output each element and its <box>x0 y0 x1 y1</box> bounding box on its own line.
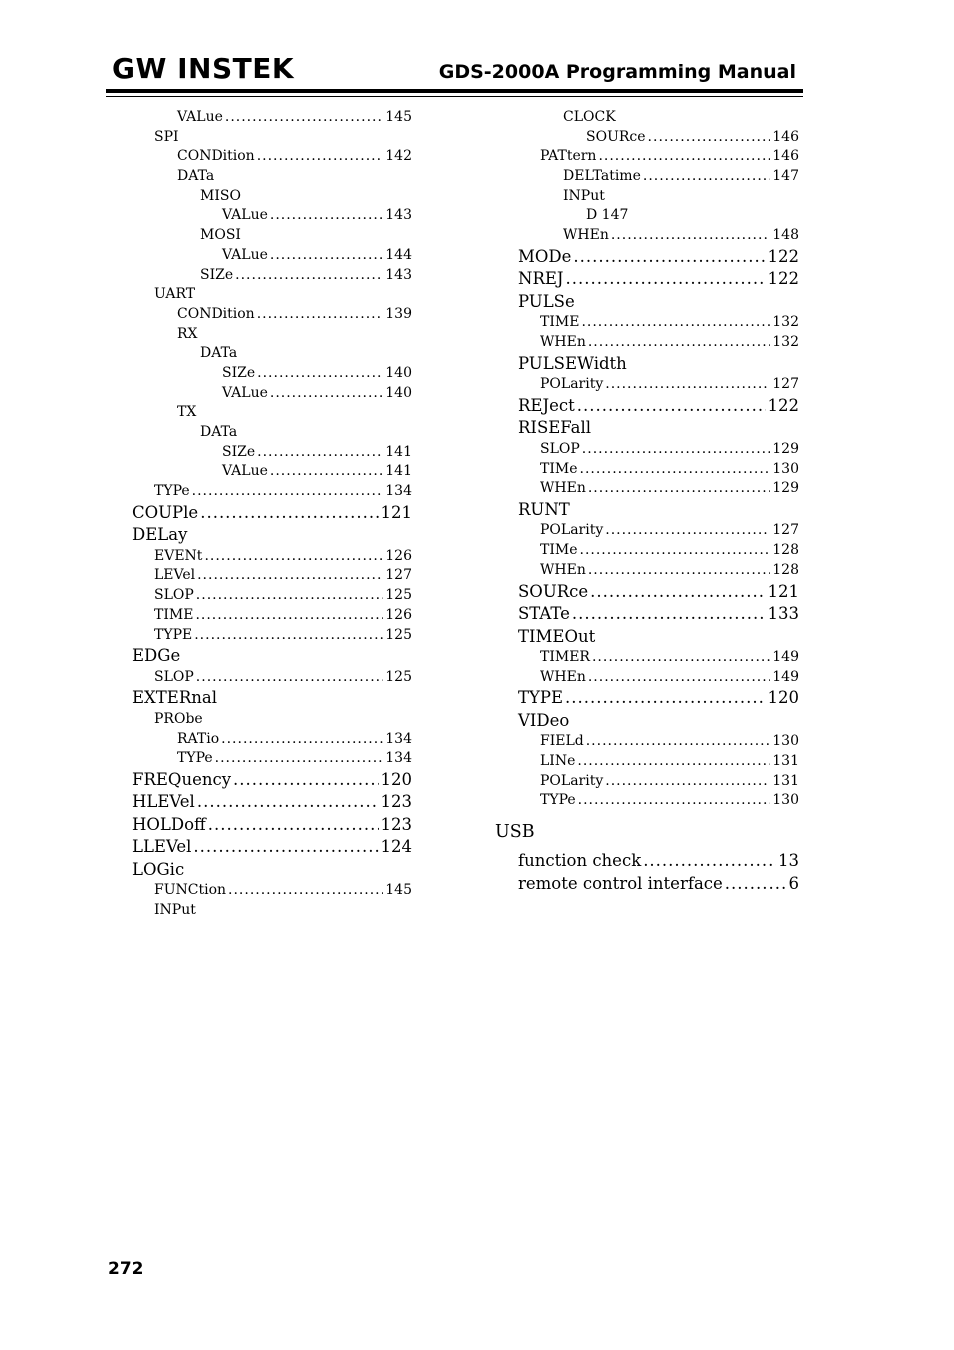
index-page-number: 121 <box>380 502 412 522</box>
index-entry <box>132 769 412 792</box>
dot-leader <box>194 626 383 646</box>
dot-leader <box>193 836 378 859</box>
index-page-number: 123 <box>380 814 412 834</box>
index-term: EDGe <box>132 646 181 666</box>
index-entry <box>132 645 412 668</box>
index-term: SLOP <box>540 440 580 457</box>
dot-leader <box>197 566 383 586</box>
index-page-number: 134 <box>385 730 412 747</box>
index-page-number: 132 <box>772 334 799 350</box>
index-entry <box>518 128 799 148</box>
dot-leader <box>572 603 766 626</box>
index-page-number: 129 <box>772 480 799 497</box>
index-term: TYPE <box>154 626 193 643</box>
index-term: UART <box>154 286 196 303</box>
index-term: WHEn <box>540 334 586 350</box>
index-entry <box>518 561 799 581</box>
index-entry <box>518 479 799 499</box>
index-entry <box>132 108 412 128</box>
index-term: DATa <box>200 345 238 362</box>
header-rule-thin <box>106 96 803 97</box>
index-entry <box>518 626 799 649</box>
index-term: POLarity <box>540 376 604 393</box>
index-entry <box>518 395 799 418</box>
index-page-number: 142 <box>385 148 412 165</box>
index-term: SIZe <box>222 364 256 381</box>
index-term: PULSEWidth <box>518 353 627 373</box>
index-term: PATtern <box>540 148 597 165</box>
index-term: CONDition <box>177 305 255 322</box>
index-term: FIELd <box>540 733 584 750</box>
index-term: COUPle <box>132 502 199 522</box>
index-entry <box>132 423 412 443</box>
dot-leader <box>605 521 770 541</box>
index-column-right <box>495 108 799 895</box>
dot-leader <box>577 752 770 772</box>
dot-leader <box>270 246 383 266</box>
index-page-number: 128 <box>772 561 799 578</box>
dot-leader <box>221 730 383 750</box>
index-page-number: 140 <box>385 384 412 401</box>
index-term: TIMER <box>540 649 590 665</box>
index-page-number: 143 <box>385 207 412 224</box>
index-page-number: 125 <box>385 668 412 685</box>
dot-leader <box>643 850 776 873</box>
index-entry <box>518 603 799 626</box>
index-term: LEVel <box>154 567 196 584</box>
index-entry <box>518 581 799 604</box>
index-entry <box>132 226 412 246</box>
index-term: CONDition <box>177 148 255 165</box>
index-entry <box>132 547 412 567</box>
index-term: DATa <box>200 424 238 440</box>
index-page-number: 131 <box>772 753 799 770</box>
index-entry <box>132 285 412 305</box>
index-entry <box>132 246 412 266</box>
index-term: PRObe <box>154 710 203 727</box>
index-term: STATe <box>518 604 570 623</box>
index-entry <box>518 226 799 246</box>
index-entry <box>132 791 412 814</box>
dot-leader <box>257 305 384 325</box>
index-page-number: 134 <box>385 750 412 767</box>
index-term: VIDeo <box>518 710 570 730</box>
index-term: VALue <box>222 207 268 224</box>
index-entry <box>518 108 799 128</box>
index-page-number: 122 <box>767 269 799 289</box>
index-entry <box>518 167 799 187</box>
index-entry <box>132 305 412 325</box>
index-entry <box>518 648 799 668</box>
index-term: EXTERnal <box>132 688 218 708</box>
index-entry <box>132 266 412 286</box>
index-page-number: 141 <box>385 443 412 460</box>
index-page-number: 122 <box>767 246 799 266</box>
dot-leader <box>257 443 383 463</box>
index-term: VALue <box>177 109 223 125</box>
dot-leader <box>648 128 771 148</box>
index-page-number: 120 <box>767 688 799 708</box>
index-entry <box>132 167 412 187</box>
index-page-number: 133 <box>767 604 799 623</box>
dot-leader <box>588 333 770 353</box>
index-page-number: 132 <box>772 314 799 331</box>
index-page-number: 127 <box>772 376 799 393</box>
index-term: FREQuency <box>132 769 232 789</box>
index-page-number: 127 <box>385 567 412 584</box>
index-term: POLarity <box>540 522 604 539</box>
index-page-number: 140 <box>385 364 412 381</box>
index-entry <box>132 384 412 404</box>
index-entry <box>132 443 412 463</box>
index-entry <box>518 460 799 480</box>
index-entry <box>518 541 799 561</box>
dot-leader <box>586 732 771 752</box>
dot-leader <box>592 648 770 668</box>
index-term: INPut <box>154 902 196 919</box>
index-term: WHEn <box>540 668 586 685</box>
index-entry <box>132 566 412 586</box>
index-entry <box>132 502 412 525</box>
index-entry <box>518 375 799 395</box>
index-term: SLOP <box>154 668 194 685</box>
dot-leader <box>643 167 770 187</box>
index-term: DELay <box>132 525 188 545</box>
index-term: MODe <box>518 246 572 266</box>
index-term: RUNT <box>518 499 570 519</box>
index-page-number: 149 <box>772 668 799 685</box>
index-term: PULSe <box>518 291 575 311</box>
index-term: TYPe <box>154 483 190 500</box>
dot-leader <box>611 226 770 246</box>
index-page-number: 145 <box>385 109 412 125</box>
index-page-number: 13 <box>778 851 799 871</box>
index-entry <box>518 732 799 752</box>
index-term: DATa <box>177 168 215 185</box>
index-term: SIZe <box>222 443 256 460</box>
index-entry <box>132 325 412 345</box>
index-term: TYPE <box>518 688 564 708</box>
index-column-left <box>132 108 412 921</box>
manual-title: GDS-2000A Programming Manual <box>438 61 796 83</box>
index-entry <box>518 668 799 688</box>
index-term: HOLDoff <box>132 814 206 834</box>
dot-leader <box>588 668 770 688</box>
index-entry <box>132 403 412 423</box>
index-entry <box>132 524 412 547</box>
dot-leader <box>566 268 766 291</box>
index-term: TYPe <box>177 750 213 767</box>
index-term: function check <box>518 851 642 871</box>
index-term: SLOP <box>154 587 194 604</box>
index-term: TYPe <box>540 792 576 809</box>
index-page-number: 146 <box>772 128 799 145</box>
header-rule-thick <box>106 89 803 93</box>
index-term: INPut <box>563 187 605 204</box>
index-page-number: 147 <box>772 168 799 185</box>
index-page-number: 141 <box>385 463 412 480</box>
index-term: D 147 <box>586 207 629 224</box>
index-entry <box>518 687 799 710</box>
index-entry <box>518 850 799 873</box>
index-entry <box>132 364 412 384</box>
index-term: SIZe <box>200 266 234 283</box>
index-entry <box>518 791 799 811</box>
index-term: RISEFall <box>518 418 592 438</box>
index-page-number: 125 <box>385 587 412 604</box>
index-entry <box>132 187 412 207</box>
dot-leader <box>577 395 766 418</box>
index-page-number: 120 <box>380 769 412 789</box>
dot-leader <box>580 460 771 480</box>
index-page-number: 124 <box>380 837 412 857</box>
index-page-number: 122 <box>767 395 799 415</box>
index-entry <box>132 881 412 901</box>
dot-leader <box>233 769 378 792</box>
dot-leader <box>196 586 383 606</box>
index-term: WHEn <box>563 227 609 244</box>
index-term: POLarity <box>540 772 604 789</box>
index-page-number: 126 <box>385 606 412 623</box>
index-entry <box>518 313 799 333</box>
index-entry <box>132 859 412 882</box>
index-entry <box>132 482 412 502</box>
index-entry <box>518 440 799 460</box>
dot-leader <box>225 108 383 128</box>
index-term: TIMEOut <box>518 626 596 646</box>
index-entry <box>132 462 412 482</box>
dot-leader <box>270 206 383 226</box>
index-page-number: 126 <box>385 547 412 564</box>
index-term: TIMe <box>540 542 578 559</box>
index-entry <box>495 817 799 847</box>
dot-leader <box>581 313 770 333</box>
index-page-number: 121 <box>767 581 799 601</box>
index-entry <box>132 901 412 921</box>
index-entry <box>518 333 799 353</box>
index-page-number: 144 <box>385 246 412 263</box>
dot-leader <box>605 375 770 395</box>
index-page-number: 127 <box>772 522 799 539</box>
index-term: MOSI <box>200 227 241 244</box>
index-entry <box>518 417 799 440</box>
index-term: VALue <box>222 384 268 401</box>
index-entry <box>518 710 799 733</box>
index-term: SPI <box>154 128 179 145</box>
index-entry <box>518 291 799 314</box>
index-term: EVENt <box>154 547 203 564</box>
index-entry <box>518 499 799 522</box>
index-entry <box>132 668 412 688</box>
dot-leader <box>605 772 770 792</box>
index-entry <box>132 147 412 167</box>
index-term: TX <box>177 404 197 421</box>
index-term: NREJ <box>518 269 564 289</box>
index-page-number: 139 <box>385 305 412 322</box>
dot-leader <box>725 873 787 896</box>
index-page-number: 6 <box>788 873 799 893</box>
index-page-number: 146 <box>772 148 799 165</box>
dot-leader <box>582 440 770 460</box>
index-entry <box>132 606 412 626</box>
index-page-number: 125 <box>385 626 412 643</box>
index-term: WHEn <box>540 480 586 497</box>
dot-leader <box>228 881 383 901</box>
index-entry <box>518 353 799 376</box>
index-entry <box>518 772 799 792</box>
dot-leader <box>208 814 379 837</box>
index-page-number: 131 <box>772 772 799 789</box>
dot-leader <box>573 246 765 269</box>
dot-leader <box>195 606 383 626</box>
index-entry <box>132 128 412 148</box>
dot-leader <box>235 266 383 286</box>
page-number: 272 <box>108 1259 144 1279</box>
index-term: REJect <box>518 395 575 415</box>
index-term: USB <box>495 822 535 843</box>
index-entry <box>132 749 412 769</box>
index-term: CLOCK <box>563 109 616 125</box>
index-entry <box>518 147 799 167</box>
dot-leader <box>565 687 765 710</box>
index-entry <box>518 873 799 896</box>
dot-leader <box>200 502 378 525</box>
index-term: TIME <box>540 314 580 331</box>
index-term: VALue <box>222 463 268 480</box>
index-entry <box>132 814 412 837</box>
index-entry <box>518 521 799 541</box>
index-page-number: 129 <box>772 440 799 457</box>
index-term: FUNCtion <box>154 882 227 899</box>
index-term: MISO <box>200 187 241 204</box>
index-term: TIME <box>154 606 194 623</box>
index-page-number: 149 <box>772 649 799 665</box>
dot-leader <box>197 791 379 814</box>
index-term: WHEn <box>540 561 586 578</box>
index-page-number: 145 <box>385 882 412 899</box>
index-term: TIMe <box>540 460 578 477</box>
dot-leader <box>257 364 383 384</box>
index-entry <box>132 730 412 750</box>
dot-leader <box>215 749 384 769</box>
index-term: LINe <box>540 753 576 770</box>
index-entry <box>132 687 412 710</box>
dot-leader <box>598 147 770 167</box>
index-term: RATio <box>177 730 220 747</box>
index-page-number: 134 <box>385 483 412 500</box>
index-entry <box>132 344 412 364</box>
index-entry <box>132 586 412 606</box>
dot-leader <box>257 147 384 167</box>
index-entry <box>518 268 799 291</box>
index-term: LLEVel <box>132 837 192 857</box>
dot-leader <box>588 479 770 499</box>
index-term: DELTatime <box>563 168 641 185</box>
dot-leader <box>204 547 383 567</box>
dot-leader <box>590 581 765 604</box>
index-entry <box>518 246 799 269</box>
dot-leader <box>192 482 384 502</box>
dot-leader <box>580 541 771 561</box>
dot-leader <box>270 384 383 404</box>
index-page-number: 143 <box>385 266 412 283</box>
index-entry <box>518 752 799 772</box>
dot-leader <box>196 668 383 688</box>
index-page-number: 130 <box>772 792 799 809</box>
brand-logo: GW INSTEK <box>112 52 295 85</box>
index-term: LOGic <box>132 859 185 879</box>
dot-leader <box>588 561 770 581</box>
index-page-number: 130 <box>772 460 799 477</box>
index-entry <box>132 626 412 646</box>
index-entry <box>132 206 412 226</box>
index-term: RX <box>177 325 198 342</box>
dot-leader <box>578 791 771 811</box>
index-page-number: 148 <box>772 227 799 244</box>
index-entry <box>518 206 799 226</box>
index-term: HLEVel <box>132 792 195 812</box>
index-term: VALue <box>222 246 268 263</box>
index-page-number: 130 <box>772 733 799 750</box>
index-entry <box>518 187 799 207</box>
index-entry <box>132 710 412 730</box>
index-term: SOURce <box>518 581 589 601</box>
index-entry <box>132 836 412 859</box>
dot-leader <box>270 462 383 482</box>
index-term: remote control interface <box>518 873 723 893</box>
index-page-number: 123 <box>380 792 412 812</box>
index-page-number: 128 <box>772 542 799 559</box>
index-term: SOURce <box>586 128 646 145</box>
